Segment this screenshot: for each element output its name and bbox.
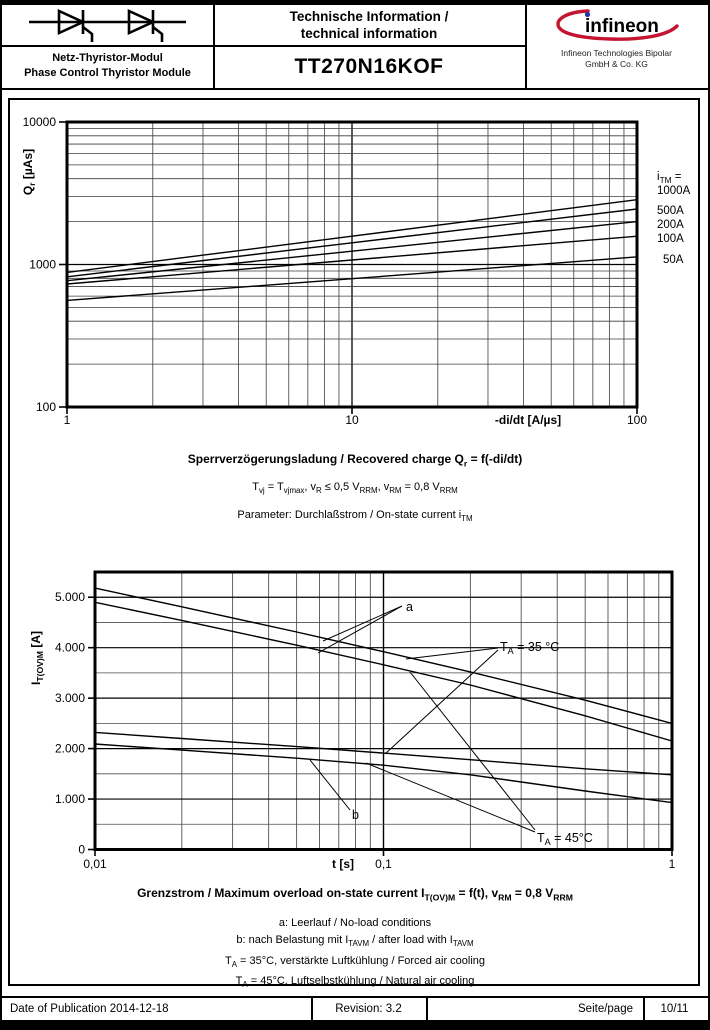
chart2-x-tick: 0,01: [83, 857, 107, 871]
chart2-annotation: a: [406, 600, 413, 614]
chart2-annotation: $T_A = 45^\circ C$: [537, 831, 593, 847]
footer-page-label: Seite/page: [578, 1003, 633, 1015]
infineon-logo-icon: [554, 7, 680, 43]
chart2-y-tick: 1.000: [54, 792, 85, 807]
chart1-legend-item: 500A: [657, 205, 684, 217]
chart1-caption-conditions: $T_{vj} = T_{vjmax}$, $v_R \le 0,5$ $V_{RRM}$, $v_{RM} = 0,8$ $V_{RRM}$: [252, 481, 458, 496]
footer-page-value: 10/11: [660, 1003, 689, 1015]
chart1-grid: [67, 122, 637, 407]
chart2-annotation: b: [352, 808, 359, 822]
chart1-legend-item: 1000A: [657, 185, 691, 197]
chart2-caption-a: a: Leerlauf / No-load conditions: [278, 917, 432, 930]
chart2-caption-title: Grenzstrom / Maximum overload on-state current $I_{T(OV)M} = f(t)$, $v_{RM} = 0,8$ $V_{RRM}$: [137, 886, 573, 903]
header-bottom-rule: [0, 88, 710, 90]
chart2-caption-ta45: $T_A = 45^\circ C$, Luftselbstkühlung / Natural air cooling: [235, 975, 475, 990]
chart1-x-axis-label: -di/dt [A/µs]: [494, 413, 562, 427]
chart1-caption-parameter: Parameter: Durchlaßstrom / On-state current $i_{TM}$: [237, 508, 473, 523]
logo-wordmark: infineon: [584, 16, 659, 37]
chart2-y-tick: 0: [78, 842, 85, 857]
chart1-caption: [0, 452, 710, 536]
top-border-bar: [0, 0, 710, 5]
module-type: [2, 51, 213, 80]
part-number: TT270N16KOF: [294, 55, 444, 78]
chart2-x-tick: 0,1: [375, 857, 392, 871]
overload-current-chart: [0, 552, 710, 880]
chart1-x-tick: 10: [345, 413, 359, 427]
header-middle-rule: [2, 45, 525, 47]
chart2-y-tick: 2.000: [54, 741, 85, 756]
recovered-charge-chart: [0, 100, 710, 445]
chart1-caption-title: Sperrverzögerungsladung / Recovered charge $Q_r = f(-di/dt)$: [187, 452, 523, 469]
chart2-x-tick: 1: [668, 857, 676, 871]
chart1-legend-title: $i_{TM}$ =: [657, 171, 682, 185]
chart1-legend-item: 50A: [663, 254, 684, 266]
chart2-caption: [0, 886, 710, 994]
chart1-x-tick: 1: [63, 413, 71, 427]
chart1-y-tick: 1000: [29, 257, 56, 272]
chart1-y-axis-label: $Q_r$ [µAs]: [21, 148, 37, 196]
thyristor-symbol-icon: [25, 7, 190, 43]
chart1-y-tick: 10000: [22, 115, 56, 129]
company-name: Infineon Technologies Bipolar GmbH & Co. KG: [561, 48, 672, 69]
footer-date: Date of Publication 2014-12-18: [10, 1003, 169, 1015]
chart2-caption-ta35: $T_A = 35^\circ C$, verstärkte Luftkühlung / Forced air cooling: [224, 954, 486, 969]
chart2-y-tick: 4.000: [54, 640, 85, 655]
doc-title-line1: Technische Information /: [289, 9, 449, 24]
chart2-y-tick: 5.000: [54, 590, 85, 605]
doc-title-line2: technical information: [300, 26, 438, 41]
chart2-grid: [95, 572, 672, 850]
module-type-line2: Phase Control Thyristor Module: [24, 66, 191, 79]
chart2-y-tick: 3.000: [54, 691, 85, 706]
module-type-line1: Netz-Thyristor-Modul: [52, 52, 163, 64]
chart1-y-tick: 100: [35, 400, 56, 414]
chart1-legend-item: 100A: [657, 233, 684, 245]
chart1-legend-item: 200A: [657, 219, 684, 231]
chart1-x-tick: 100: [626, 413, 648, 427]
brand-block: [525, 7, 708, 70]
footer: [0, 996, 710, 1022]
chart2-annotation: $T_A = 35$ °C: [500, 640, 560, 656]
chart2-x-axis-label: t [s]: [332, 857, 354, 871]
doc-title: [213, 8, 525, 42]
chart2-y-axis-label: $I_{T(OV)M}$ [A]: [29, 630, 45, 686]
footer-revision: Revision: 3.2: [335, 1003, 402, 1015]
chart2-caption-b: b: nach Belastung mit $I_{TAVM}$ / after load with $I_{TAVM}$: [236, 933, 474, 949]
bottom-border-bar: [0, 1022, 710, 1030]
